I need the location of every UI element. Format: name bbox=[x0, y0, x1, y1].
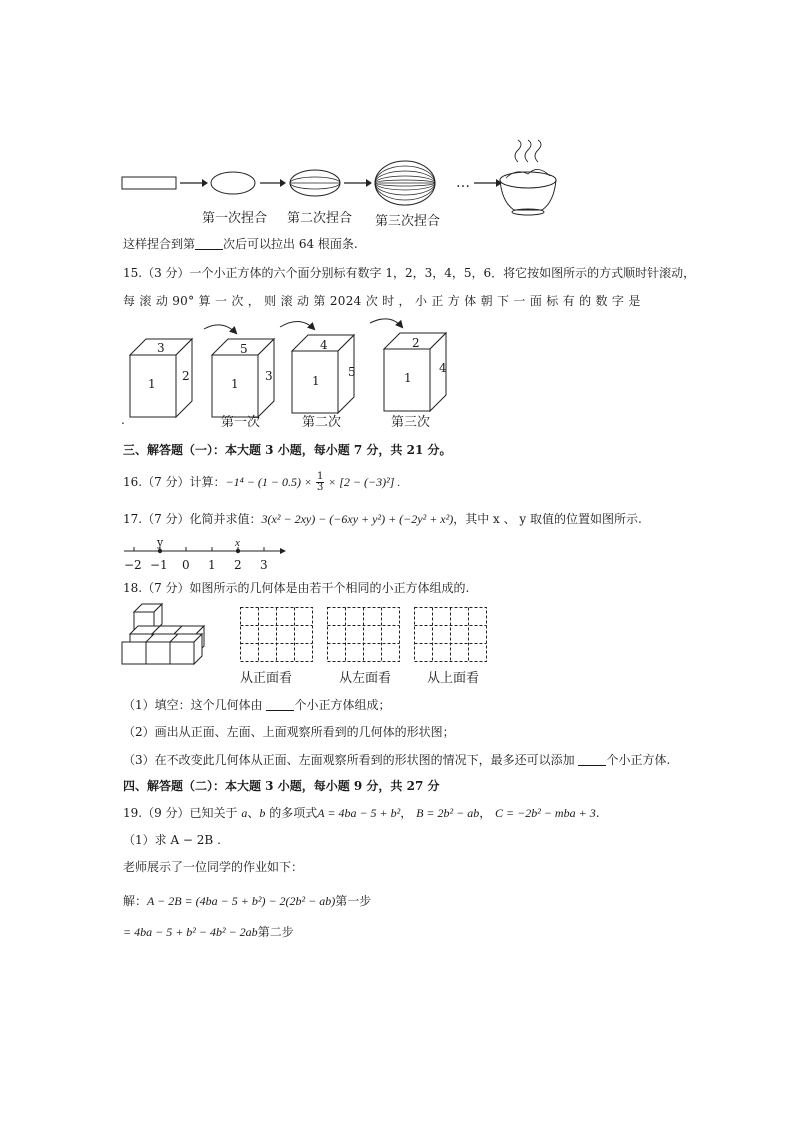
q18-p1 bbox=[123, 697, 390, 713]
tick-label-2: 2 bbox=[234, 558, 242, 572]
tick-label-1: 1 bbox=[208, 558, 216, 572]
roll-arrow-3 bbox=[370, 319, 402, 327]
view-left-caption: 从左面看 bbox=[339, 671, 392, 686]
view-grid-top bbox=[414, 607, 488, 663]
arrow-head-3 bbox=[366, 179, 372, 187]
noodle-oval-3 bbox=[375, 161, 435, 205]
noodle-oval-2 bbox=[290, 170, 340, 196]
q19-poly-c: C = −2b² − mba + 3 bbox=[495, 806, 596, 820]
q18-p3-a: （3）在不改变此几何体从正面、左面观察所看到的形状图的情况下，最多还可以添加 bbox=[123, 753, 575, 767]
noodle-step-2-label: 第二次捏合 bbox=[287, 211, 353, 226]
cube-0-front: 1 bbox=[148, 377, 156, 391]
q17-suffix: ，其中 x 、 y 取值的位置如图所示. bbox=[453, 512, 642, 526]
cube-0-side: 2 bbox=[182, 369, 190, 383]
cube-3-front: 1 bbox=[404, 371, 412, 385]
q19-stem-b: 的多项式 bbox=[269, 806, 318, 820]
cube-2-front: 1 bbox=[312, 374, 320, 388]
q19-step1 bbox=[123, 893, 371, 909]
point-x-label: x bbox=[235, 537, 240, 549]
roll-arrow-1 bbox=[204, 325, 236, 333]
q19-sol-label: 解： bbox=[123, 894, 148, 908]
q19-teacher: 老师展示了一位同学的作业如下： bbox=[123, 860, 304, 874]
tick-label-0: 0 bbox=[182, 558, 190, 572]
noodle-step-3-label: 第三次捏合 bbox=[375, 214, 441, 229]
q19-step1-label: 第一步 bbox=[335, 894, 372, 908]
number-line-ticks bbox=[134, 547, 264, 551]
view-grid-front bbox=[240, 607, 314, 663]
tick-label-m2: −2 bbox=[124, 558, 142, 572]
view-top-caption: 从上面看 bbox=[427, 671, 480, 686]
cube-1-front: 1 bbox=[231, 377, 239, 391]
q16-frac-den: 3 bbox=[316, 482, 324, 493]
q15-line1: 15.（3 分）一个小正方体的六个面分别标有数字 1，2，3，4，5，6．将它按如图所示的方式顺时针滚动， bbox=[123, 266, 696, 280]
q18-p2: （2）画出从正面、左面、上面观察所看到的几何体的形状图； bbox=[123, 725, 455, 739]
cube-3-caption: 第三次 bbox=[391, 415, 431, 430]
q14-text-b: 次后可以拉出 64 根面条. bbox=[223, 237, 358, 251]
q18-p3 bbox=[123, 752, 670, 768]
noodle-bowl bbox=[500, 140, 556, 215]
q19-step1-expr: A − 2B = (4ba − 5 + b²) − 2(2b² − ab) bbox=[147, 894, 336, 908]
q15-line2: 每 滚 动 90° 算 一 次 ， 则 滚 动 第 2024 次 时 ， 小 正 方 体 朝 下 一 面 标 有 的 数 字 是 bbox=[123, 294, 641, 308]
dough-bar bbox=[122, 177, 176, 189]
q18-p3-blank bbox=[578, 753, 606, 766]
section-4-heading: 四、解答题（二）：本大题 3 小题，每小题 9 分，共 27 分 bbox=[123, 779, 440, 793]
view-front-caption: 从正面看 bbox=[240, 671, 293, 686]
q18-p1-b: 个小正方体组成； bbox=[294, 698, 391, 712]
q16-frac-num: 1 bbox=[316, 471, 324, 482]
cube-1-top: 5 bbox=[240, 342, 248, 356]
q19-poly-b: B = 2b² − ab bbox=[416, 806, 480, 820]
q19-stem-a: 19.（9 分）已知关于 bbox=[123, 806, 238, 820]
cube-1-side: 3 bbox=[265, 369, 273, 383]
q17-expr: 3(x² − 2xy) − (−6xy + y²) + (−2y² + x²) bbox=[261, 512, 454, 526]
noodle-oval-1 bbox=[211, 172, 255, 194]
q14-blank bbox=[195, 237, 223, 250]
arrow-head-1 bbox=[202, 179, 208, 187]
q18-p1-blank bbox=[266, 698, 294, 711]
q14-text bbox=[123, 236, 358, 252]
q16 bbox=[123, 470, 400, 494]
solid-figure bbox=[120, 602, 220, 674]
cube-2-top: 4 bbox=[320, 338, 328, 352]
ellipsis: … bbox=[456, 175, 470, 191]
q18-p3-b: 个小正方体. bbox=[606, 753, 671, 767]
q16-expr-a: −1⁴ − (1 − 0.5) × bbox=[225, 475, 313, 489]
rolling-cubes-figure bbox=[118, 315, 478, 415]
q18-stem: 18.（7 分）如图所示的几何体是由若干个相同的小正方体组成的. bbox=[123, 581, 470, 595]
q18-p1-a: （1）填空：这个几何体由 bbox=[123, 698, 263, 712]
q19-poly-a: A = 4ba − 5 + b² bbox=[317, 806, 401, 820]
cube-3-top: 2 bbox=[412, 336, 420, 350]
cube-3-side: 4 bbox=[439, 361, 447, 375]
cube-2-caption: 第二次 bbox=[302, 415, 342, 430]
arrow-head-2 bbox=[280, 179, 286, 187]
roll-arrow-2 bbox=[280, 321, 314, 329]
q19-step2-expr: = 4ba − 5 + b² − 4b² − 2ab bbox=[123, 925, 258, 939]
q15-dot: . bbox=[121, 413, 125, 427]
noodle-step-1-label: 第一次捏合 bbox=[202, 211, 268, 226]
q14-text-a: 这样捏合到第 bbox=[123, 237, 196, 251]
q17 bbox=[123, 511, 642, 527]
q19-sep: 、 bbox=[247, 806, 260, 820]
q19-step2 bbox=[123, 924, 294, 940]
q16-fraction bbox=[316, 472, 324, 493]
q19-stem: 19.（9 分）已知关于 a、b 的多项式A = 4ba − 5 + b²， B = 2b² − ab， C = −2b² − mba + 3. bbox=[123, 806, 600, 820]
tick-label-3: 3 bbox=[260, 558, 268, 572]
cube-0-top: 3 bbox=[157, 341, 165, 355]
q16-expr-b: × [2 − (−3)²] . bbox=[328, 475, 401, 489]
q19-var-a: a bbox=[241, 806, 248, 820]
section-3-heading: 三、解答题（一）：本大题 3 小题，每小题 7 分，共 21 分。 bbox=[123, 443, 452, 457]
q17-prefix: 17.（7 分）化简并求值： bbox=[123, 512, 262, 526]
q16-prefix: 16.（7 分）计算： bbox=[123, 475, 226, 489]
q19-var-b: b bbox=[259, 806, 266, 820]
point-y-label: y bbox=[157, 536, 164, 549]
cube-2-side: 5 bbox=[348, 365, 356, 379]
number-line-arrow bbox=[280, 548, 286, 554]
q19-step2-label: 第二步 bbox=[257, 925, 294, 939]
cube-1-caption: 第一次 bbox=[221, 415, 261, 430]
q19-p1: （1）求 A − 2B . bbox=[123, 833, 221, 847]
view-grid-left bbox=[327, 607, 401, 663]
tick-label-m1: −1 bbox=[150, 558, 168, 572]
